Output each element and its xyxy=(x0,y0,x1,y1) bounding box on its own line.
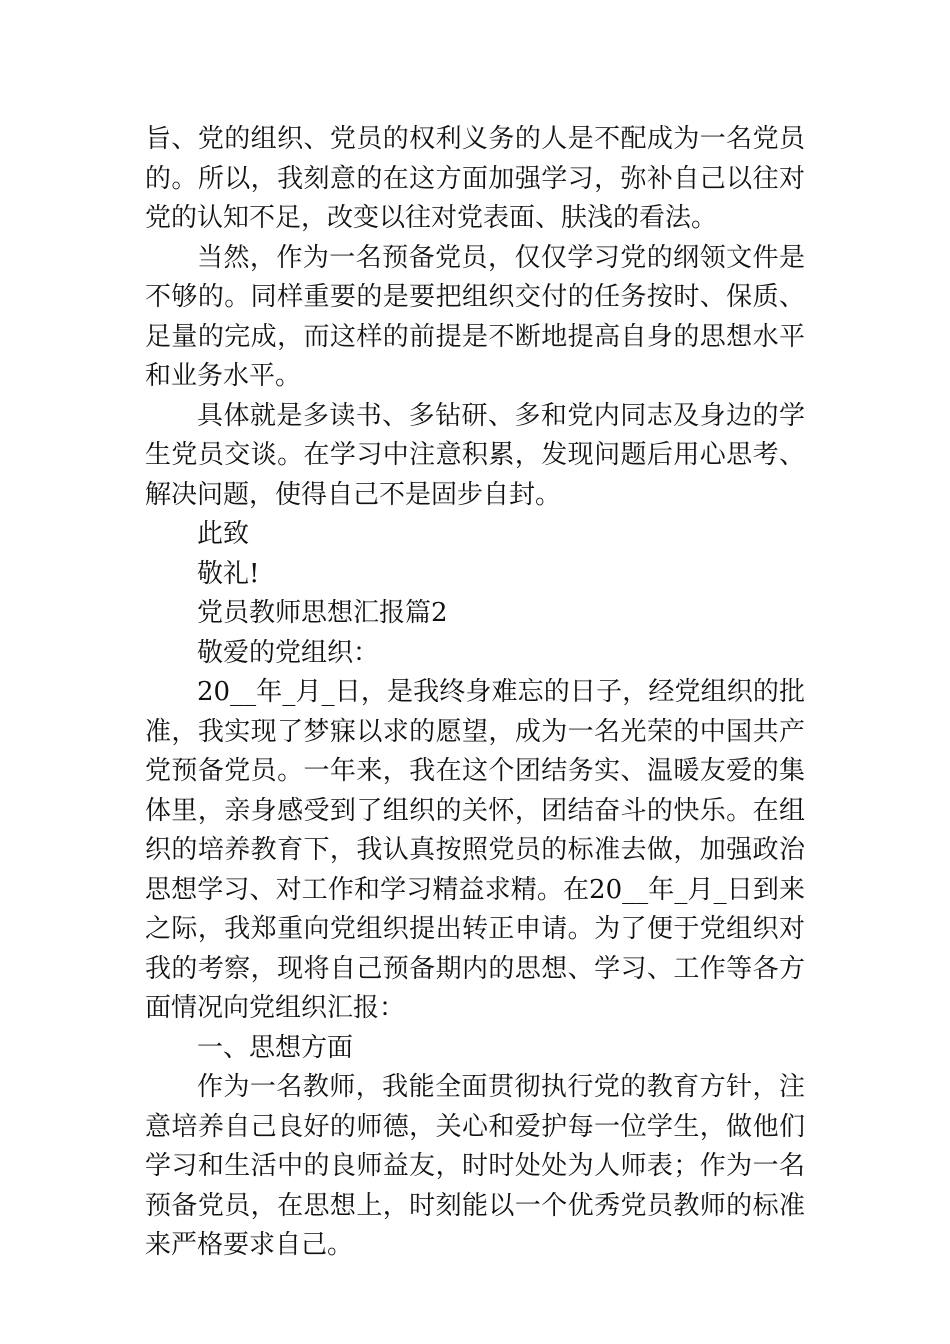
paragraph-thought-aspect: 作为一名教师，我能全面贯彻执行党的教育方针，注意培养自己良好的师德，关心和爱护每一位学生，做他们学习和生活中的良师益友，时时处处为人师表；作为一名预备党员，在思想上，时刻能以一个优秀党员教师的标准来严格要求自己。 xyxy=(145,1072,805,1260)
closing-salutation: 此致 xyxy=(197,519,250,549)
letter-greeting: 敬爱的党组织： xyxy=(197,637,380,668)
paragraph-study-detail: 具体就是多读书、多钻研、多和党内同志及身边的学生党员交谈。在学习中注意积累，发现问题后用心思考、解决问题，使得自己不是固步自封。 xyxy=(145,400,805,510)
subsection-heading: 一、思想方面 xyxy=(197,1032,354,1063)
section-heading: 党员教师思想汇报篇2 xyxy=(197,598,448,628)
paragraph-introduction: 20__年_月_日，是我终身难忘的日子，经党组织的批准，我实现了梦寐以求的愿望，成为一名光荣的中国共产党预备党员。一年来，我在这个团结务实、温暖友爱的集体里，亲身感受到了组织的关怀，团结奋斗的快乐。在组织的培养教育下，我认真按照党员的标准去做，加强政治思想学习、对工作和学习精益求精。在20__年_月_日到来之际，我郑重向党组织提出转正申请。为了便于党组织对我的考察，现将自己预备期内的思想、学习、工作等各方面情况向党组织汇报： xyxy=(145,677,805,1023)
paragraph-continuation: 旨、党的组织、党员的权利义务的人是不配成为一名党员的。所以，我刻意的在这方面加强学习，弥补自己以往对党的认知不足，改变以往对党表面、肤浅的看法。 xyxy=(145,124,805,233)
paragraph-preparatory-member: 当然，作为一名预备党员，仅仅学习党的纲领文件是不够的。同样重要的是要把组织交付的任务按时、保质、足量的完成，而这样的前提是不断地提高自身的思想水平和业务水平。 xyxy=(145,242,805,391)
closing-regards: 敬礼! xyxy=(197,558,260,589)
document-page xyxy=(145,120,805,1266)
